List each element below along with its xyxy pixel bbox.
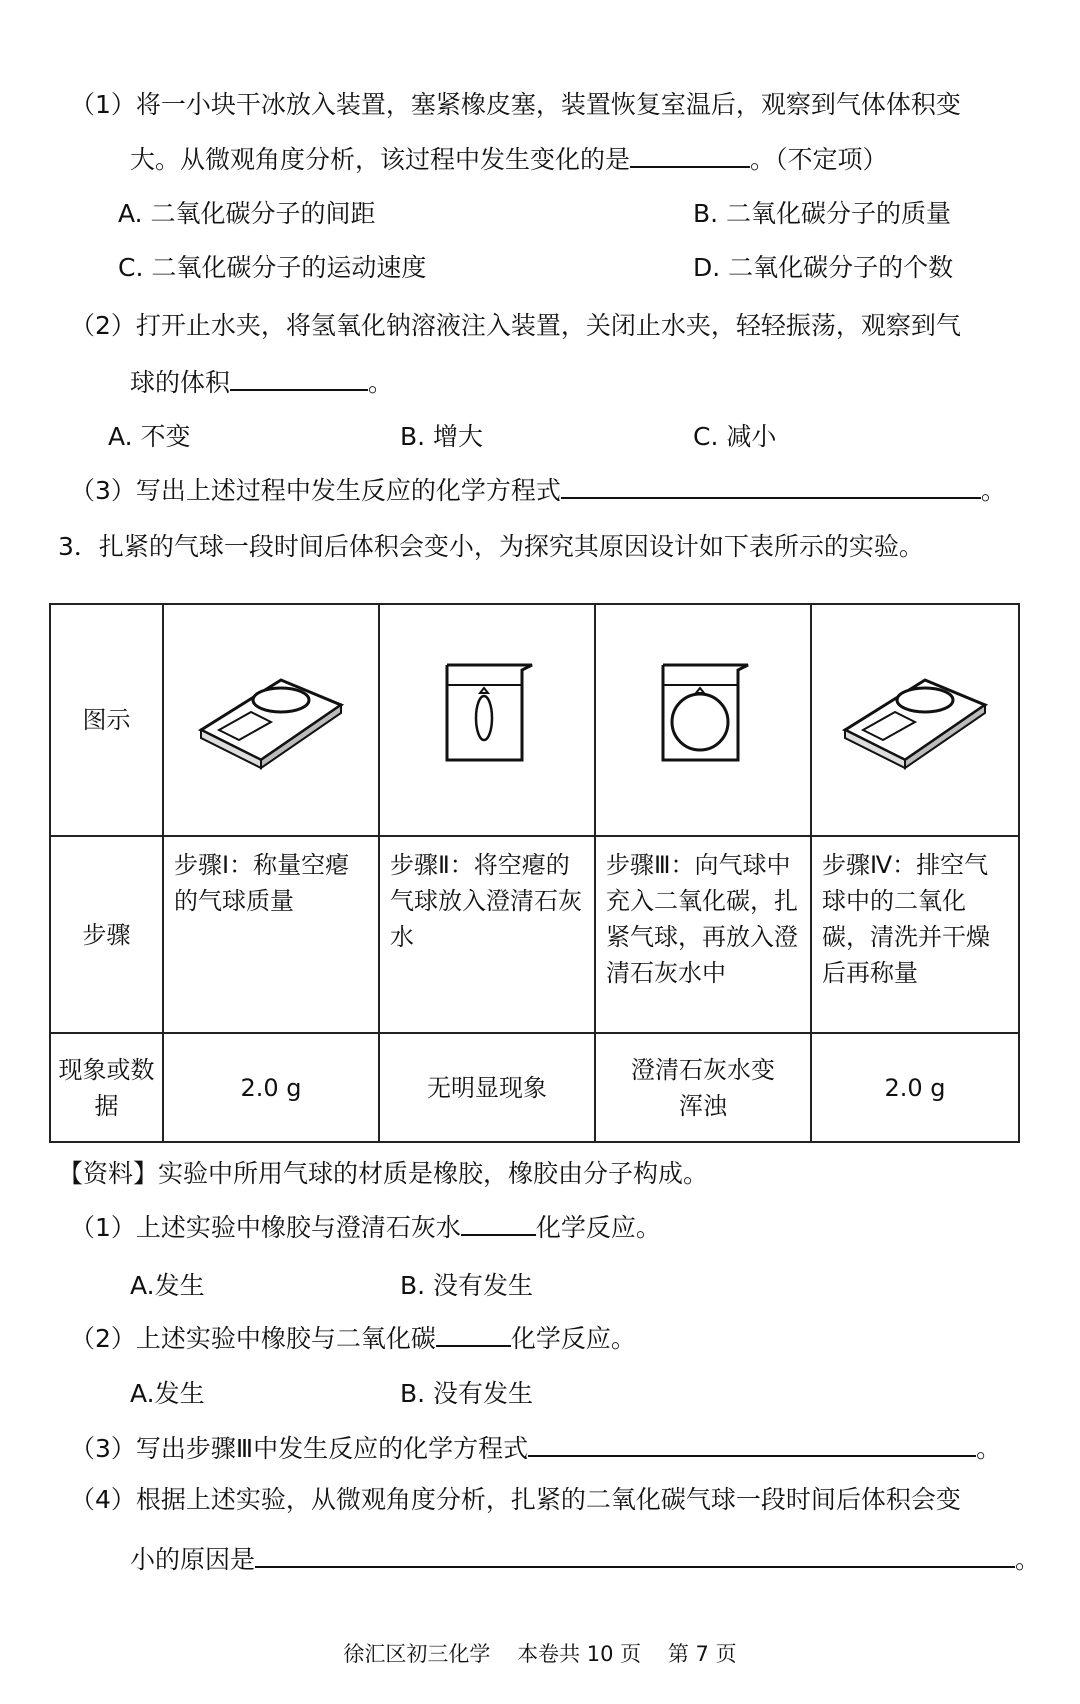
option: D. 二氧化碳分子的个数 [693, 253, 954, 282]
result-cell: 无明显现象 [379, 1033, 595, 1142]
row-header: 图示 [50, 604, 163, 836]
balance-icon [191, 660, 351, 770]
text: 小的原因是 [130, 1545, 256, 1574]
text: 。 [368, 368, 394, 397]
option: B. 没有发生 [400, 1271, 534, 1300]
text: 。 [980, 476, 1006, 505]
q3-p2 [70, 1322, 636, 1356]
result-cell: 2.0 g [811, 1033, 1019, 1142]
option: C. 减小 [693, 422, 777, 451]
text: （1）上述实验中橡胶与澄清石灰水 [70, 1213, 461, 1242]
answer-blank[interactable] [528, 1433, 976, 1457]
beaker-image [595, 604, 811, 836]
q3-p4-line1: （4）根据上述实验，从微观角度分析，扎紧的二氧化碳气球一段时间后体积会变 [70, 1485, 961, 1514]
row-header: 现象或数据 [50, 1033, 163, 1142]
text: 化学反应。 [535, 1213, 661, 1242]
answer-blank[interactable] [230, 367, 368, 391]
text: 球的体积 [130, 368, 231, 397]
option: A. 不变 [108, 422, 191, 451]
material-note: 【资料】实验中所用气球的材质是橡胶，橡胶由分子构成。 [58, 1159, 709, 1188]
text: （2）上述实验中橡胶与二氧化碳 [70, 1324, 436, 1353]
result-cell: 澄清石灰水变浑浊 [595, 1033, 811, 1142]
scale-image [811, 604, 1019, 836]
q3-p1 [70, 1211, 661, 1245]
row-header: 步骤 [50, 836, 163, 1033]
beaker-inflated-balloon-icon [653, 660, 753, 770]
step-cell: 步骤Ⅲ：向气球中充入二氧化碳，扎紧气球，再放入澄清石灰水中 [595, 836, 811, 1033]
text: （3）写出上述过程中发生反应的化学方程式 [70, 476, 561, 505]
beaker-deflated-balloon-icon [437, 660, 537, 770]
answer-blank[interactable] [561, 475, 981, 499]
q3-p3 [70, 1432, 1001, 1466]
q2-p2-line2 [130, 366, 393, 400]
text: 。（不定项） [750, 145, 888, 174]
footer-page-number: 第 7 页 [667, 1642, 737, 1666]
answer-blank[interactable] [436, 1323, 511, 1347]
text: 大。从微观角度分析，该过程中发生变化的是 [130, 145, 631, 174]
text: 化学反应。 [510, 1324, 636, 1353]
step-cell: 步骤Ⅱ：将空瘪的气球放入澄清石灰水 [379, 836, 595, 1033]
balance-icon [835, 660, 995, 770]
option: B. 增大 [400, 422, 484, 451]
q2-p1-line1: （1）将一小块干冰放入装置，塞紧橡皮塞，装置恢复室温后，观察到气体体积变 [70, 90, 961, 119]
footer-subject: 徐汇区初三化学 [343, 1642, 491, 1666]
answer-blank[interactable] [461, 1212, 536, 1236]
option: B. 二氧化碳分子的质量 [693, 199, 952, 228]
option: C. 二氧化碳分子的运动速度 [118, 253, 427, 282]
q2-p1-line2 [130, 143, 888, 177]
option: A.发生 [130, 1271, 205, 1300]
scale-image [163, 604, 379, 836]
step-cell: 步骤Ⅰ：称量空瘪的气球质量 [163, 836, 379, 1033]
answer-blank[interactable] [630, 144, 750, 168]
option: B. 没有发生 [400, 1379, 534, 1408]
experiment-table [49, 603, 1020, 1143]
result-cell: 2.0 g [163, 1033, 379, 1142]
step-cell: 步骤Ⅳ：排空气球中的二氧化碳，清洗并干燥后再称量 [811, 836, 1019, 1033]
page-footer [0, 1638, 1080, 1668]
q3-stem: 3．扎紧的气球一段时间后体积会变小，为探究其原因设计如下表所示的实验。 [58, 532, 924, 561]
text: 。 [976, 1434, 1002, 1463]
text: （3）写出步骤Ⅲ中发生反应的化学方程式 [70, 1434, 529, 1463]
text: 。 [1015, 1545, 1041, 1574]
footer-total-pages: 本卷共 10 页 [517, 1642, 642, 1666]
q2-p2-line1: （2）打开止水夹，将氢氧化钠溶液注入装置，关闭止水夹，轻轻振荡，观察到气 [70, 311, 961, 340]
beaker-image [379, 604, 595, 836]
q2-p3 [70, 474, 1006, 508]
option: A. 二氧化碳分子的间距 [118, 199, 376, 228]
answer-blank[interactable] [255, 1544, 1015, 1568]
q3-p4-line2 [130, 1543, 1040, 1577]
option: A.发生 [130, 1379, 205, 1408]
